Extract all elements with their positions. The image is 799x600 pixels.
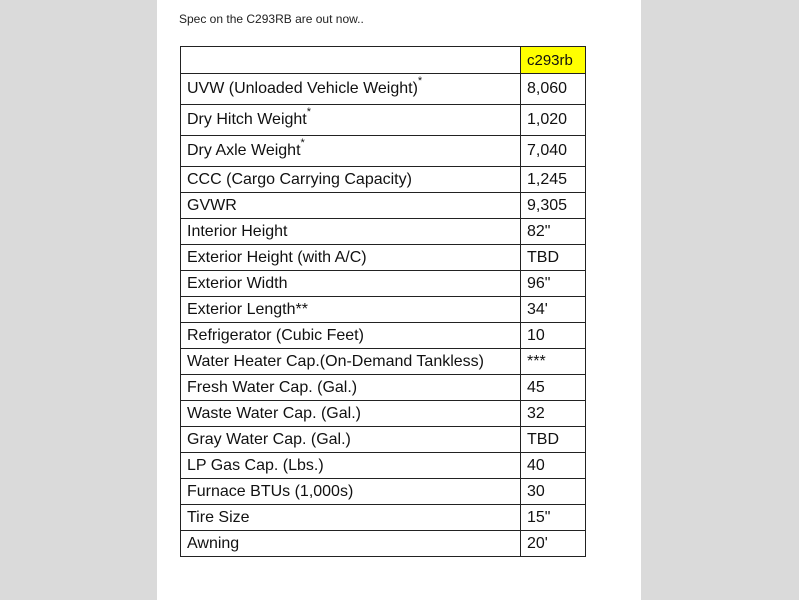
table-row	[181, 479, 586, 505]
row-value: 1,245	[521, 167, 586, 193]
footnote-mark: *	[300, 137, 305, 149]
row-value: 15"	[521, 505, 586, 531]
row-label: LP Gas Cap. (Lbs.)	[181, 453, 521, 479]
table-row	[181, 167, 586, 193]
row-label: Dry Hitch Weight*	[181, 105, 521, 136]
row-value: 40	[521, 453, 586, 479]
row-value: TBD	[521, 245, 586, 271]
row-label: Exterior Width	[181, 271, 521, 297]
row-label: Gray Water Cap. (Gal.)	[181, 427, 521, 453]
row-label: Waste Water Cap. (Gal.)	[181, 401, 521, 427]
table-row	[181, 271, 586, 297]
row-label: CCC (Cargo Carrying Capacity)	[181, 167, 521, 193]
document-page	[157, 0, 641, 600]
row-label: Fresh Water Cap. (Gal.)	[181, 375, 521, 401]
table-row	[181, 505, 586, 531]
row-value: 9,305	[521, 193, 586, 219]
spec-table	[180, 46, 586, 557]
row-label: Furnace BTUs (1,000s)	[181, 479, 521, 505]
row-value: 82"	[521, 219, 586, 245]
table-row	[181, 531, 586, 557]
row-value: 30	[521, 479, 586, 505]
row-label: Exterior Length**	[181, 297, 521, 323]
row-value: 1,020	[521, 105, 586, 136]
row-value: 96"	[521, 271, 586, 297]
table-row	[181, 375, 586, 401]
row-label: Dry Axle Weight*	[181, 136, 521, 167]
table-row	[181, 74, 586, 105]
header-empty-cell	[181, 47, 521, 74]
table-row	[181, 245, 586, 271]
table-row	[181, 297, 586, 323]
model-header-cell: c293rb	[521, 47, 586, 74]
row-value: 32	[521, 401, 586, 427]
row-label: Exterior Height (with A/C)	[181, 245, 521, 271]
row-value: 20'	[521, 531, 586, 557]
table-header-row	[181, 47, 586, 74]
table-row	[181, 427, 586, 453]
row-value: TBD	[521, 427, 586, 453]
row-value: 8,060	[521, 74, 586, 105]
row-value: ***	[521, 349, 586, 375]
table-row	[181, 323, 586, 349]
row-label: Refrigerator (Cubic Feet)	[181, 323, 521, 349]
table-row	[181, 401, 586, 427]
row-value: 7,040	[521, 136, 586, 167]
row-label: GVWR	[181, 193, 521, 219]
table-row	[181, 193, 586, 219]
intro-text: Spec on the C293RB are out now..	[179, 12, 364, 26]
table-row	[181, 136, 586, 167]
table-row	[181, 105, 586, 136]
row-label: UVW (Unloaded Vehicle Weight)*	[181, 74, 521, 105]
table-row	[181, 453, 586, 479]
footnote-mark: *	[417, 75, 423, 87]
row-label: Tire Size	[181, 505, 521, 531]
row-label: Interior Height	[181, 219, 521, 245]
table-row	[181, 219, 586, 245]
row-value: 45	[521, 375, 586, 401]
footnote-mark: *	[306, 106, 312, 118]
row-value: 34'	[521, 297, 586, 323]
row-label: Water Heater Cap.(On-Demand Tankless)	[181, 349, 521, 375]
row-value: 10	[521, 323, 586, 349]
row-label: Awning	[181, 531, 521, 557]
table-row	[181, 349, 586, 375]
